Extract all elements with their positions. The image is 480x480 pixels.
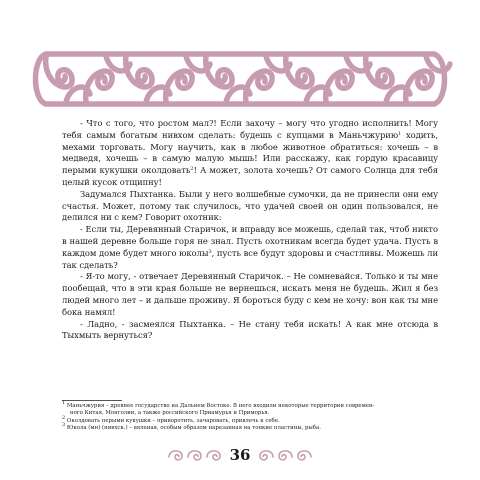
ornament-band bbox=[0, 48, 480, 110]
scroll-motif bbox=[206, 56, 232, 87]
paragraph-1: - Что с того, что ростом мал?! Если захочу – могу что угодно исполнить! Могу тебя самым богатым нивхом сделать: будешь с купцами в Маньчжурию$^1$ ходить, мехами торговать. Могу научить, как в любое животное обратиться: хочешь – в медведя, хочешь – в самую малую мышь! Или расскажу, как гордую красавицу перыми кукушки околдовать$^2$! А может, золота хочешь? От самого Солнца для тебя целый кусок отщипну! bbox=[62, 118, 439, 187]
scroll-motif bbox=[366, 56, 392, 87]
footnote-2: $^2$ Околдовать перыми кукушки – приворотить, зачаровать, привлечь к себе. bbox=[62, 414, 280, 424]
scroll-motif bbox=[126, 56, 152, 87]
scroll-motif bbox=[166, 71, 192, 102]
page-number: 36 bbox=[229, 446, 251, 464]
scroll-motif bbox=[86, 71, 112, 102]
scroll-motif bbox=[286, 56, 312, 87]
footnotes bbox=[62, 400, 440, 433]
story-text bbox=[62, 118, 438, 342]
paragraph-4: - Я-то могу, - отвечает Деревянный Старичок. – Не сомневайся. Только и ты мне пообещай, что в эти края больше не вернешься, искать меня не будешь. Жил я без людей много лет – и дальше проживу. Я бороться буду с кем не хочу: вон как ты мне бока намял! bbox=[62, 271, 438, 317]
footnote-mark-1: 1 bbox=[398, 130, 402, 137]
footnote-rule bbox=[62, 400, 122, 401]
paragraph-2: Задумался Пыхтанка. Были у него волшебные сумочки, да не принесли они ему счастья. Может, потому так случилось, что удачей своей он один пользовался, не делился ни с кем? Говорит охотник: bbox=[62, 188, 438, 223]
paragraph-5: - Ладно, - засмеялся Пыхтанка. – Не стану тебя искать! А как мне отсюда в Тыхмыть вернуться? bbox=[62, 318, 438, 341]
scroll-motif bbox=[326, 71, 352, 102]
footnote-mark-3: 3 bbox=[208, 248, 212, 255]
paragraph-3: - Если ты, Деревянный Старичок, и вправду все можешь, сделай так, чтоб никто в нашей деревне больше горя не знал. Пусть охотникам всегда будет удача. Пусть в каждом доме будет много юколы$^3$, пусть все будут здоровы и счастливы. Можешь ли так сделать? bbox=[62, 224, 438, 270]
band-end-cap bbox=[434, 54, 445, 104]
footnote-3: $^3$ Юкола (мн) (нивхск.) – вяленая, особым образом нарезанная на тонкие пластины, рыба. bbox=[62, 422, 321, 432]
footnote-1: $^1$ Маньчжурия – древнее государство на Дальнем Востоке. В него входили некоторые территории современ- bbox=[62, 400, 375, 409]
scroll-motif bbox=[406, 71, 432, 102]
footnote-mark-2: 2 bbox=[190, 166, 194, 173]
scroll-motif bbox=[246, 71, 272, 102]
footnote-1-continued: ного Китая, Монголии, а также российского Приамурья и Приморья. bbox=[70, 410, 270, 417]
scroll-motif bbox=[46, 56, 72, 87]
